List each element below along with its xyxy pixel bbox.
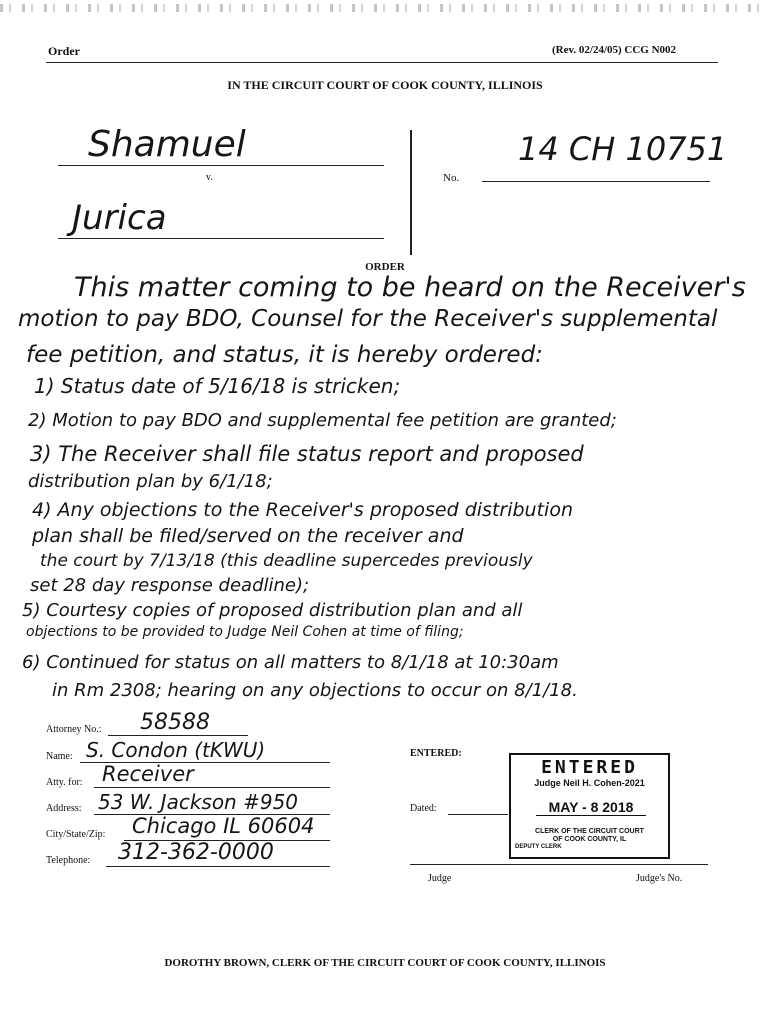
case-number-label: No. xyxy=(443,172,460,184)
judge-no-label: Judge's No. xyxy=(636,873,683,884)
attorney-no-line xyxy=(108,735,248,736)
name-value: S. Condon (tKWU) xyxy=(86,738,266,762)
order-title: ORDER xyxy=(365,261,405,273)
plaintiff-line xyxy=(58,165,384,166)
telephone-value: 312-362-0000 xyxy=(118,840,274,865)
dated-line xyxy=(448,814,508,815)
atty-for-label: Atty. for: xyxy=(46,777,83,788)
attorney-no-label: Attorney No.: xyxy=(46,724,102,735)
order-item-4-cont-1: plan shall be filed/served on the receiver and xyxy=(32,525,464,547)
case-number-line xyxy=(482,181,710,182)
order-item-5-cont: objections to be provided to Judge Neil Cohen at time of filing; xyxy=(26,624,464,640)
revision-code: (Rev. 02/24/05) CCG N002 xyxy=(552,44,677,56)
order-item-4: 4) Any objections to the Receiver's proposed distribution xyxy=(32,499,573,521)
atty-for-value: Receiver xyxy=(102,762,194,786)
name-label: Name: xyxy=(46,751,73,762)
city-value: Chicago IL 60604 xyxy=(132,814,315,838)
order-item-5: 5) Courtesy copies of proposed distribution plan and all xyxy=(22,600,523,621)
versus-label: v. xyxy=(206,172,213,183)
attorney-no-value: 58588 xyxy=(140,710,210,735)
scan-artifact xyxy=(0,4,770,12)
order-item-3: 3) The Receiver shall file status report and proposed xyxy=(30,442,584,466)
header-rule xyxy=(46,62,718,63)
atty-for-line xyxy=(94,787,330,788)
court-heading: IN THE CIRCUIT COURT OF COOK COUNTY, ILLINOIS xyxy=(227,78,543,92)
judge-label: Judge xyxy=(428,873,452,884)
address-label: Address: xyxy=(46,803,82,814)
stamp-judge: Judge Neil H. Cohen-2021 xyxy=(534,778,645,788)
clerk-footer: DOROTHY BROWN, CLERK OF THE CIRCUIT COURT OF COOK COUNTY, ILLINOIS xyxy=(164,957,606,969)
caption-divider xyxy=(410,130,412,255)
dated-label: Dated: xyxy=(410,803,437,814)
stamp-clerk-2: OF COOK COUNTY, IL xyxy=(552,836,627,843)
order-line-2: motion to pay BDO, Counsel for the Receiver's supplemental xyxy=(18,306,718,332)
stamp-deputy: DEPUTY CLERK xyxy=(515,844,562,850)
order-item-4-cont-2: the court by 7/13/18 (this deadline supercedes previously xyxy=(40,551,533,571)
order-item-1: 1) Status date of 5/16/18 is stricken; xyxy=(34,374,401,398)
order-line-1: This matter coming to be heard on the Receiver's xyxy=(74,272,746,303)
order-item-6-cont: in Rm 2308; hearing on any objections to occur on 8/1/18. xyxy=(52,680,578,701)
order-item-2: 2) Motion to pay BDO and supplemental fee petition are granted; xyxy=(28,410,617,431)
order-line-3: fee petition, and status, it is hereby ordered: xyxy=(26,342,543,368)
stamp-clerk-1: CLERK OF THE CIRCUIT COURT xyxy=(535,828,644,835)
stamp-date: MAY - 8 2018 xyxy=(536,799,646,816)
order-item-4-cont-3: set 28 day response deadline); xyxy=(30,575,310,596)
judge-signature-line xyxy=(410,864,708,865)
defendant-line xyxy=(58,238,384,239)
telephone-line xyxy=(106,866,330,867)
stamp-title: ENTERED xyxy=(541,757,638,778)
case-number: 14 CH 10751 xyxy=(518,130,728,168)
defendant-name: Jurica xyxy=(72,198,167,238)
order-item-3-cont: distribution plan by 6/1/18; xyxy=(28,471,273,492)
entered-stamp xyxy=(509,753,670,859)
city-label: City/State/Zip: xyxy=(46,829,106,840)
address-value: 53 W. Jackson #950 xyxy=(98,790,299,814)
telephone-label: Telephone: xyxy=(46,855,91,866)
form-label: Order xyxy=(48,44,80,58)
order-item-6: 6) Continued for status on all matters to 8/1/18 at 10:30am xyxy=(22,652,559,673)
entered-label: ENTERED: xyxy=(410,748,462,759)
plaintiff-name: Shamuel xyxy=(88,124,246,165)
